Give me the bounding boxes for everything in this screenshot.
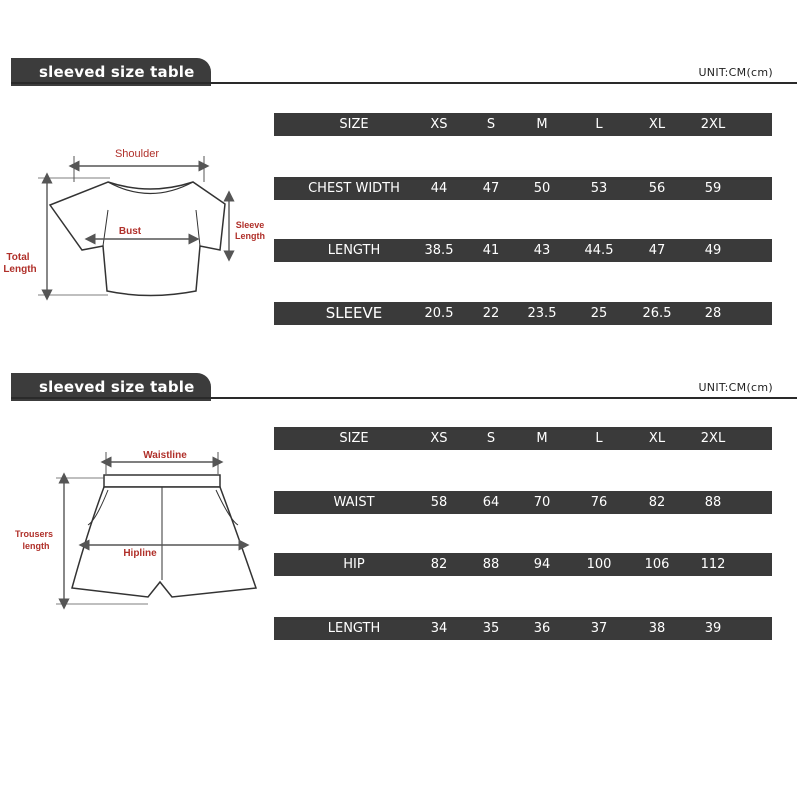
row-label: LENGTH xyxy=(327,243,381,258)
hipline-label: Hipline xyxy=(123,548,157,559)
sleeve-length-label-1: Sleeve xyxy=(235,220,265,230)
total-length-label-2: Length xyxy=(3,264,37,275)
section-title: sleeved size table xyxy=(11,58,211,86)
row-label: SIZE xyxy=(339,431,369,446)
value-cell: 44 xyxy=(430,181,448,196)
value-cell: 47 xyxy=(648,243,666,258)
tops-size-section xyxy=(0,0,800,340)
sleeve-length-label-2: Length xyxy=(235,231,265,241)
row-label: WAIST xyxy=(333,495,375,510)
shorts-outline xyxy=(72,487,256,597)
value-cell: 26.5 xyxy=(642,306,672,321)
value-cell: 82 xyxy=(430,557,448,572)
value-cell: 22 xyxy=(482,306,500,321)
value-cell: 100 xyxy=(586,557,612,572)
value-cell: 36 xyxy=(533,621,551,636)
value-cell: 94 xyxy=(533,557,551,572)
unit-label: UNIT:CM(cm) xyxy=(698,381,773,394)
value-cell: 35 xyxy=(482,621,500,636)
table-row-chest-width xyxy=(274,177,772,200)
value-cell: 39 xyxy=(704,621,722,636)
value-cell: 112 xyxy=(700,557,726,572)
value-cell: 34 xyxy=(430,621,448,636)
value-cell: 20.5 xyxy=(424,306,454,321)
size-cell: S xyxy=(486,117,496,132)
size-cell: 2XL xyxy=(700,117,726,132)
size-cell: XL xyxy=(648,431,666,446)
value-cell: 47 xyxy=(482,181,500,196)
size-cell: L xyxy=(595,117,603,132)
value-cell: 38.5 xyxy=(424,243,454,258)
size-cell: M xyxy=(536,431,548,446)
tshirt-diagram xyxy=(0,140,270,310)
value-cell: 88 xyxy=(482,557,500,572)
value-cell: 59 xyxy=(704,181,722,196)
value-cell: 37 xyxy=(590,621,608,636)
table-row-size xyxy=(274,113,772,136)
value-cell: 25 xyxy=(590,306,608,321)
size-cell: S xyxy=(486,431,496,446)
value-cell: 56 xyxy=(648,181,666,196)
table-row-hip xyxy=(274,553,772,576)
value-cell: 49 xyxy=(704,243,722,258)
shoulder-label: Shoulder xyxy=(114,148,160,160)
bottoms-size-section xyxy=(0,315,800,655)
size-cell: XS xyxy=(430,117,448,132)
size-cell: XL xyxy=(648,117,666,132)
table-row-length xyxy=(274,617,772,640)
value-cell: 28 xyxy=(704,306,722,321)
value-cell: 23.5 xyxy=(527,306,557,321)
value-cell: 53 xyxy=(590,181,608,196)
value-cell: 50 xyxy=(533,181,551,196)
trousers-length-label-1: Trousers xyxy=(14,529,54,539)
size-cell: XS xyxy=(430,431,448,446)
row-label: SLEEVE xyxy=(325,304,383,322)
value-cell: 70 xyxy=(533,495,551,510)
value-cell: 38 xyxy=(648,621,666,636)
value-cell: 43 xyxy=(533,243,551,258)
bust-label: Bust xyxy=(118,226,142,237)
waistline-label: Waistline xyxy=(143,450,187,461)
size-cell: M xyxy=(536,117,548,132)
unit-label: UNIT:CM(cm) xyxy=(698,66,773,79)
value-cell: 64 xyxy=(482,495,500,510)
shorts-waistband xyxy=(104,475,220,487)
shorts-diagram xyxy=(0,445,270,625)
value-cell: 58 xyxy=(430,495,448,510)
header-rule xyxy=(11,397,797,399)
size-cell: 2XL xyxy=(700,431,726,446)
table-row-length xyxy=(274,239,772,262)
row-label: LENGTH xyxy=(327,621,381,636)
section-title: sleeved size table xyxy=(11,373,211,401)
table-row-size xyxy=(274,427,772,450)
total-length-label-1: Total xyxy=(6,252,30,263)
value-cell: 44.5 xyxy=(584,243,614,258)
value-cell: 82 xyxy=(648,495,666,510)
trousers-length-label-2: length xyxy=(22,541,50,551)
size-cell: L xyxy=(595,431,603,446)
value-cell: 41 xyxy=(482,243,500,258)
table-row-waist xyxy=(274,491,772,514)
value-cell: 106 xyxy=(644,557,670,572)
header-rule xyxy=(11,82,797,84)
value-cell: 88 xyxy=(704,495,722,510)
row-label: SIZE xyxy=(339,117,369,132)
row-label: CHEST WIDTH xyxy=(308,181,400,196)
row-label: HIP xyxy=(343,557,365,572)
value-cell: 76 xyxy=(590,495,608,510)
